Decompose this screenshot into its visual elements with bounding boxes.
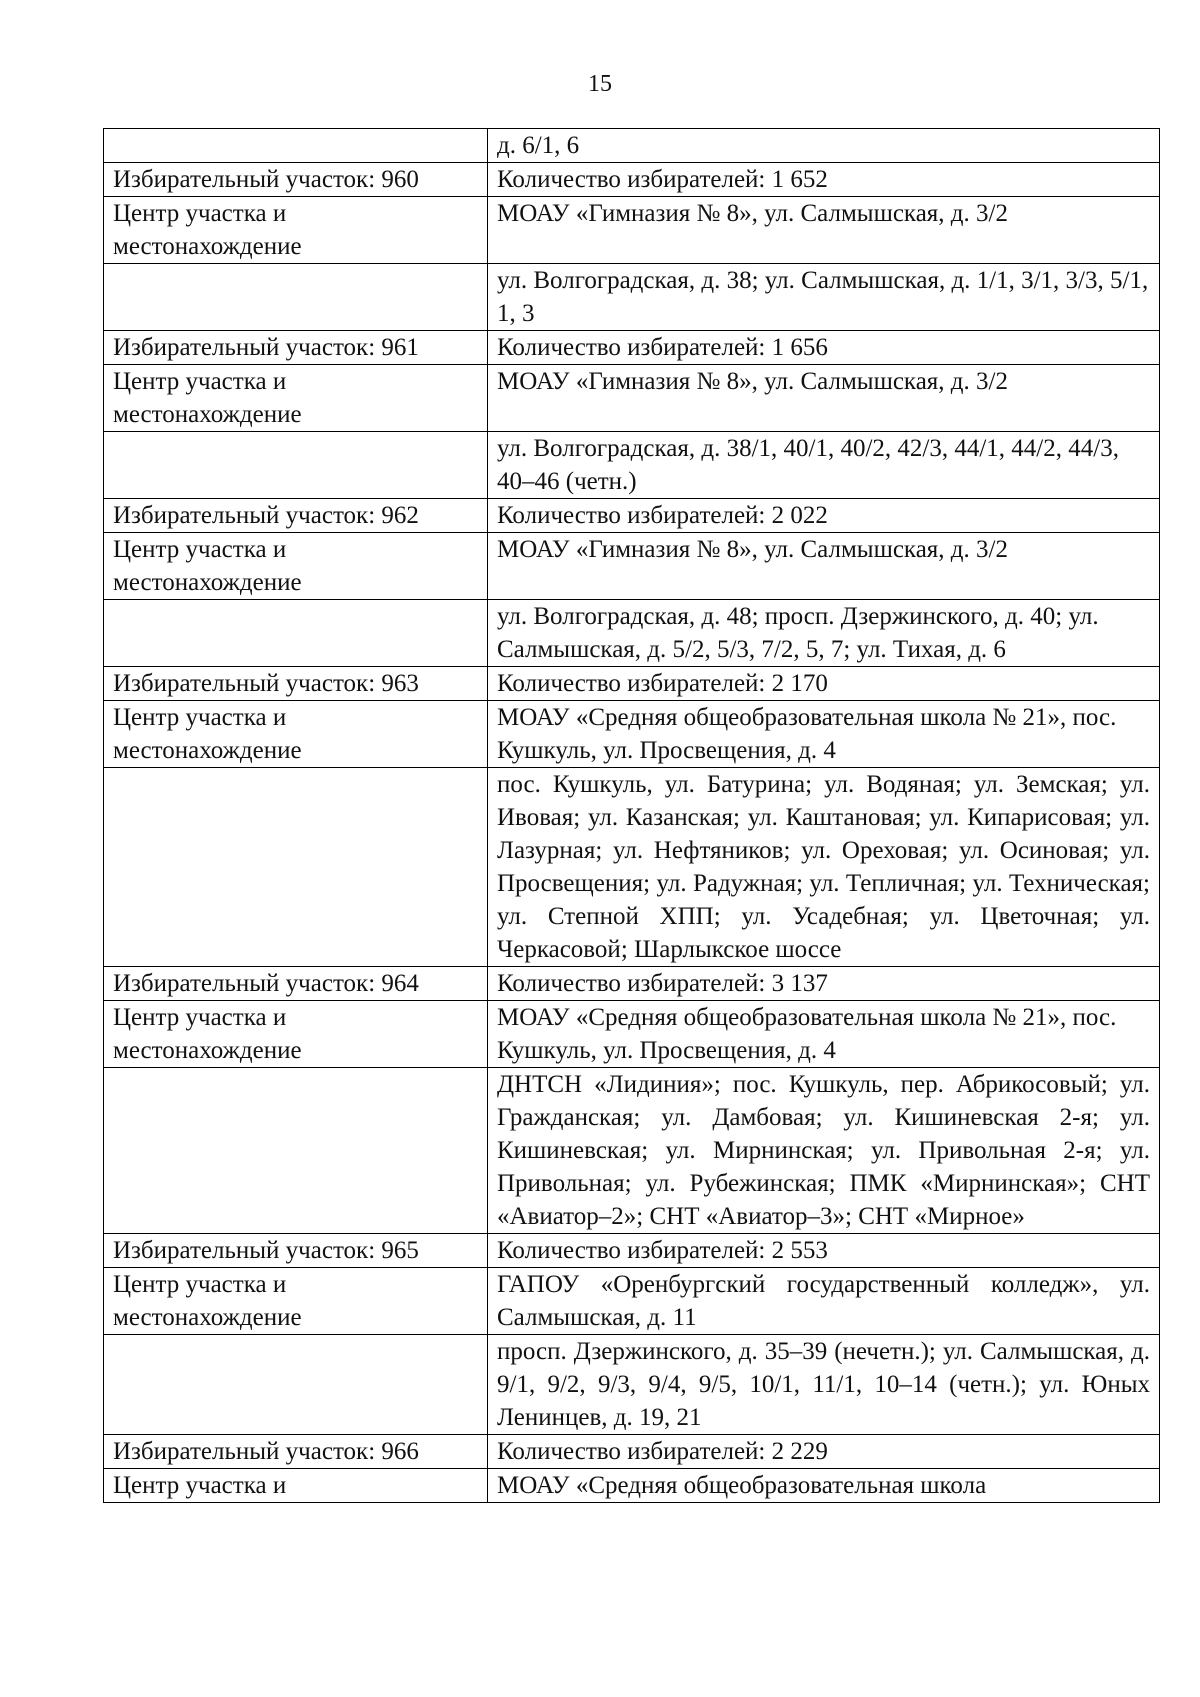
precinct-label-cell: Центр участка и местонахождение [104,1001,488,1068]
precinct-value-cell: МОАУ «Гимназия № 8», ул. Салмышская, д. 3/2 [488,365,1160,432]
precinct-label-cell: Избирательный участок: 964 [104,967,488,1001]
precinct-label-cell: Избирательный участок: 962 [104,499,488,533]
table-row [104,331,1160,365]
precinct-value-cell: МОАУ «Гимназия № 8», ул. Салмышская, д. 3/2 [488,533,1160,600]
precinct-value-cell: Количество избирателей: 1 652 [488,163,1160,197]
table-row [104,365,1160,432]
precinct-value-cell: ДНТСН «Лидиния»; пос. Кушкуль, пер. Абрикосовый; ул. Гражданская; ул. Дамбовая; ул. Кишиневская 2-я; ул. Кишиневская; ул. Мирнинская; ул. Привольная 2-я; ул. Привольная; ул. Рубежинская; ПМК «Мирнинская»; СНТ «Авиатор–2»; СНТ «Авиатор–3»; СНТ «Мирное» [488,1068,1160,1234]
precinct-value-cell: МОАУ «Гимназия № 8», ул. Салмышская, д. 3/2 [488,197,1160,264]
page-number: 15 [588,71,612,97]
table-row [104,701,1160,768]
table-row [104,533,1160,600]
table-row [104,600,1160,667]
precinct-label-cell: Избирательный участок: 966 [104,1435,488,1469]
precinct-value-cell: ул. Волгоградская, д. 38/1, 40/1, 40/2, 42/3, 44/1, 44/2, 44/3, 40–46 (четн.) [488,432,1160,499]
precinct-label-cell [104,264,488,331]
precinct-value-cell: Количество избирателей: 2 170 [488,667,1160,701]
precinct-value-cell: МОАУ «Средняя общеобразовательная школа № 21», пос. Кушкуль, ул. Просвещения, д. 4 [488,1001,1160,1068]
precinct-label-cell [104,129,488,163]
precinct-value-cell: Количество избирателей: 2 553 [488,1234,1160,1268]
precinct-value-cell: Количество избирателей: 3 137 [488,967,1160,1001]
precinct-table [103,128,1160,1503]
precinct-label-cell: Избирательный участок: 963 [104,667,488,701]
precinct-value-cell: просп. Дзержинского, д. 35–39 (нечетн.); ул. Салмышская, д. 9/1, 9/2, 9/3, 9/4, 9/5, 10/1, 11/1, 10–14 (четн.); ул. Юных Ленинцев, д. 19, 21 [488,1335,1160,1435]
precinct-value-cell: ГАПОУ «Оренбургский государственный колледж», ул. Салмышская, д. 11 [488,1268,1160,1335]
precinct-label-cell [104,1335,488,1435]
table-row [104,499,1160,533]
table-row [104,197,1160,264]
precinct-value-cell: Количество избирателей: 1 656 [488,331,1160,365]
table-row [104,768,1160,967]
precinct-label-cell: Центр участка и местонахождение [104,533,488,600]
precinct-value-cell: ул. Волгоградская, д. 38; ул. Салмышская, д. 1/1, 3/1, 3/3, 5/1, 1, 3 [488,264,1160,331]
precinct-label-cell [104,432,488,499]
precinct-value-cell: ул. Волгоградская, д. 48; просп. Дзержинского, д. 40; ул. Салмышская, д. 5/2, 5/3, 7/2, 5, 7; ул. Тихая, д. 6 [488,600,1160,667]
precinct-label-cell: Центр участка и местонахождение [104,365,488,432]
table-row [104,1268,1160,1335]
precinct-label-cell [104,1068,488,1234]
table-row [104,1335,1160,1435]
table-row [104,163,1160,197]
precinct-label-cell: Центр участка и [104,1469,488,1503]
precinct-value-cell: МОАУ «Средняя общеобразовательная школа [488,1469,1160,1503]
table-row [104,967,1160,1001]
precinct-value-cell: пос. Кушкуль, ул. Батурина; ул. Водяная; ул. Земская; ул. Ивовая; ул. Казанская; ул. Каштановая; ул. Кипарисовая; ул. Лазурная; ул. Нефтяников; ул. Ореховая; ул. Осиновая; ул. Просвещения; ул. Радужная; ул. Тепличная; ул. Техническая; ул. Степной ХПП; ул. Усадебная; ул. Цветочная; ул. Черкасовой; Шарлыкское шоссе [488,768,1160,967]
table-row [104,1068,1160,1234]
precinct-value-cell: МОАУ «Средняя общеобразовательная школа № 21», пос. Кушкуль, ул. Просвещения, д. 4 [488,701,1160,768]
table-row [104,264,1160,331]
precinct-label-cell: Центр участка и местонахождение [104,701,488,768]
table-row [104,1435,1160,1469]
precinct-label-cell: Центр участка и местонахождение [104,1268,488,1335]
precinct-label-cell [104,768,488,967]
table-row [104,129,1160,163]
table-row [104,1234,1160,1268]
precinct-label-cell [104,600,488,667]
precinct-value-cell: д. 6/1, 6 [488,129,1160,163]
table-row [104,1469,1160,1503]
precinct-label-cell: Избирательный участок: 960 [104,163,488,197]
precinct-label-cell: Центр участка и местонахождение [104,197,488,264]
precinct-label-cell: Избирательный участок: 961 [104,331,488,365]
table-row [104,1001,1160,1068]
precinct-value-cell: Количество избирателей: 2 229 [488,1435,1160,1469]
precinct-label-cell: Избирательный участок: 965 [104,1234,488,1268]
table-row [104,432,1160,499]
table-row [104,667,1160,701]
precinct-value-cell: Количество избирателей: 2 022 [488,499,1160,533]
precinct-table-body [104,129,1160,1503]
